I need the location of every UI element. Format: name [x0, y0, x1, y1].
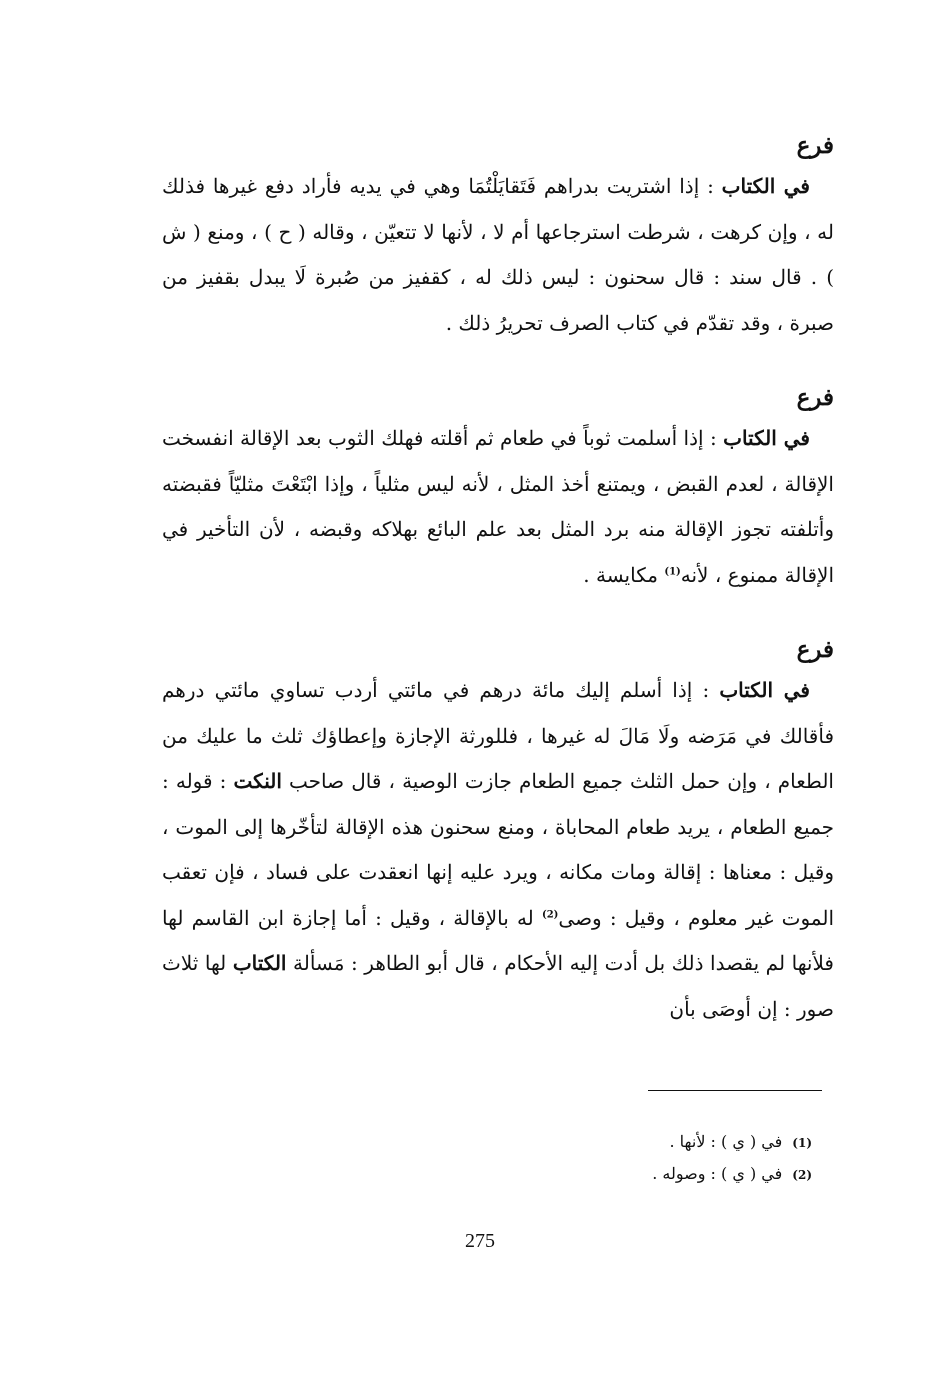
section-heading: فرع	[796, 384, 834, 411]
section-paragraph	[162, 668, 834, 1032]
book-reference: الكتاب	[232, 951, 287, 975]
section-heading: فرع	[796, 132, 834, 159]
section-heading: فرع	[796, 636, 834, 663]
footnote-marker: (2)	[541, 908, 559, 920]
section-paragraph	[162, 416, 834, 598]
paragraph-text: : إذا أسلمت ثوباً في طعام ثم أقلته فهلك الثوب بعد الإقالة انفسخت الإقالة ، لعدم القبض ، ويمتنع أخذ المثل ، لأنه ليس مثلياً ، وإذا ابْتَعْتَ مثليّاً فقبضته وأتلفته تجوز الإقالة منه برد المثل بعد علم البائع بهلاكه وقبضه ، لأن التأخير في الإقالة ممنوع ، لأنه	[162, 426, 834, 587]
paragraph-text: : إذا أسلم إليك مائة درهم في مائتي أردب تساوي مائتي درهم فأقالك في مَرَضه ولَا مَالَ له غيرها ، فللورثة الإجازة وإعطاؤك ثلث ما عليك من الطعام ، وإن حمل الثلث جميع الطعام جازت الوصية ، قال صاحب	[162, 678, 834, 793]
paragraph-text: : إذا اشتريت بدراهم فَتَقايَلْتُمَا وهي في يديه فأراد دفع غيرها فذلك له ، وإن كرهت ، شرطت استرجاعها أم لا ، لأنها لا تتعيّن ، وقاله ( ح ) ، ومنع ( ش ) . قال سند : قال سحنون : ليس ذلك له ، كقفيز من صُبرة لَا يبدل بقفيز من صبرة ، وقد تقدّم في كتاب الصرف تحريرُ ذلك .	[162, 174, 834, 335]
section-2	[162, 380, 834, 598]
footnote-text: في ( ي ) : لأنها .	[669, 1132, 783, 1151]
footnotes	[300, 1126, 812, 1190]
section-3	[162, 632, 834, 1032]
footnote-marker: (1)	[664, 565, 681, 577]
footnote-item	[300, 1126, 812, 1158]
section-paragraph	[162, 164, 834, 346]
footnote-item	[300, 1158, 812, 1190]
section-1	[162, 128, 834, 346]
book-title-nukat: النكت	[233, 769, 282, 793]
book-reference: في الكتاب	[719, 678, 810, 702]
book-reference: في الكتاب	[721, 174, 810, 198]
footnote-divider	[648, 1090, 822, 1091]
footnote-number: (2)	[792, 1168, 812, 1182]
footnote-number: (1)	[792, 1136, 812, 1150]
paragraph-text: له بالإقالة ، وقيل : أما إجازة ابن القاسم لها فلأنها لم يقصدا ذلك بل أدت إليه الأحكام ، قال أبو الطاهر : مَسألة	[162, 905, 834, 975]
paragraph-text: لها ثلاث صور : إن أوصَى بأن	[162, 951, 834, 1021]
book-reference: في الكتاب	[723, 426, 810, 450]
footnote-text: في ( ي ) : وصوله .	[652, 1164, 783, 1183]
main-text	[162, 128, 834, 1032]
page-number: 275	[465, 1230, 495, 1252]
paragraph-text: مكايسة .	[583, 562, 665, 587]
paragraph-text: : قوله : جميع الطعام ، يريد طعام المحاباة ، ومنع سحنون هذه الإقالة لتأخّرها إلى الموت ، وقيل : معناها : إقالة ومات مكانه ، ويرد عليه إنها انعقدت على فساد ، فإن تعقب الموت غير معلوم ، وقيل : وصى	[162, 769, 834, 930]
